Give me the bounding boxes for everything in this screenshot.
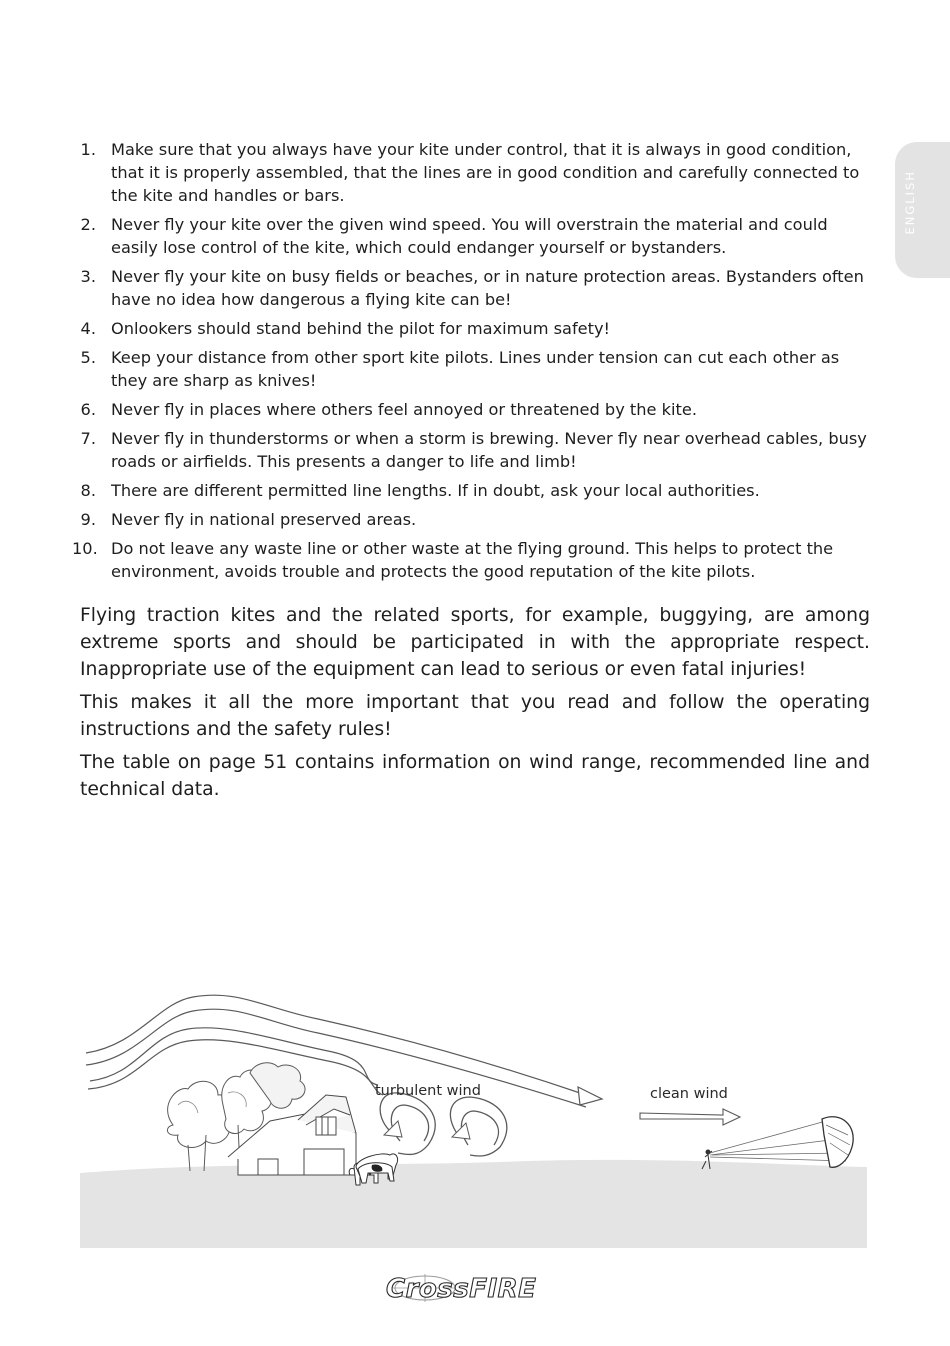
list-item-text: Never fly in thunderstorms or when a storm is brewing. Never fly near overhead cables, busy roads or airfields. This presents a danger to life and limb! xyxy=(111,429,867,471)
language-label: ENGLISH xyxy=(903,170,917,235)
list-item-number: 6. xyxy=(80,400,96,419)
list-item xyxy=(72,213,872,259)
list-item xyxy=(72,427,872,473)
list-item-number: 4. xyxy=(80,319,96,338)
crossfire-logo xyxy=(383,1270,573,1306)
list-item-text: Never fly your kite over the given wind speed. You will overstrain the material and could easily lose control of the kite, which could endanger yourself or bystanders. xyxy=(111,215,828,257)
clean-wind-arrow xyxy=(640,1109,740,1125)
list-item-number: 8. xyxy=(80,481,96,500)
paragraph-extreme-sports: Flying traction kites and the related sports, for example, buggying, are among extreme sports and should be participated in with the appropriate respect. Inappropriate use of the equipment can lead to serious or even fatal injuries! xyxy=(80,605,870,680)
list-item-number: 9. xyxy=(80,510,96,529)
list-item-text: Keep your distance from other sport kite pilots. Lines under tension can cut each other as they are sharp as knives! xyxy=(111,348,840,390)
list-item xyxy=(72,346,872,392)
list-item-number: 1. xyxy=(80,140,96,159)
list-item xyxy=(72,479,872,502)
list-item-text: Never fly in places where others feel annoyed or threatened by the kite. xyxy=(111,400,697,419)
list-item xyxy=(72,398,872,421)
list-item-number: 2. xyxy=(80,215,96,234)
list-item xyxy=(72,265,872,311)
swirl-arrowhead xyxy=(384,1121,402,1137)
list-item-text: There are different permitted line lengths. If in doubt, ask your local authorities. xyxy=(111,481,760,500)
list-item xyxy=(72,508,872,531)
wind-stream-lines xyxy=(86,995,586,1107)
list-item-text: Never fly your kite on busy fields or beaches, or in nature protection areas. Bystanders often have no idea how dangerous a flying kite can be! xyxy=(111,267,864,309)
language-side-tab xyxy=(895,142,950,278)
list-item-text: Never fly in national preserved areas. xyxy=(111,510,417,529)
list-item-text: Onlookers should stand behind the pilot for maximum safety! xyxy=(111,319,611,338)
wind-illustration xyxy=(78,985,870,1251)
clean-wind-label: clean wind xyxy=(650,1086,728,1102)
traction-kite xyxy=(822,1117,853,1168)
list-item-number: 5. xyxy=(80,348,96,367)
list-item xyxy=(72,317,872,340)
paragraph-read-instructions: This makes it all the more important that you read and follow the operating instructions and the safety rules! xyxy=(80,692,870,740)
list-item-number: 3. xyxy=(80,267,96,286)
ground xyxy=(80,1160,867,1248)
list-item xyxy=(72,537,872,583)
list-item-text: Make sure that you always have your kite under control, that it is always in good condition, that it is properly assembled, that the lines are in good condition and carefully connected to the kite and handles or bars. xyxy=(111,140,860,205)
list-item-number: 7. xyxy=(80,429,96,448)
paragraph-table-reference: The table on page 51 contains information on wind range, recommended line and technical data. xyxy=(80,752,870,800)
list-item xyxy=(72,138,872,207)
safety-rules-list xyxy=(72,138,872,589)
turbulent-wind-label: turbulent wind xyxy=(375,1083,481,1099)
intro-text xyxy=(80,602,870,809)
list-item-number: 10. xyxy=(72,539,98,558)
wind-stream-arrowhead xyxy=(578,1087,602,1105)
svg-text:CrossFIRE: CrossFIRE xyxy=(386,1274,537,1304)
list-item-text: Do not leave any waste line or other waste at the flying ground. This helps to protect the environment, avoids trouble and protects the good reputation of the kite pilots. xyxy=(111,539,834,581)
